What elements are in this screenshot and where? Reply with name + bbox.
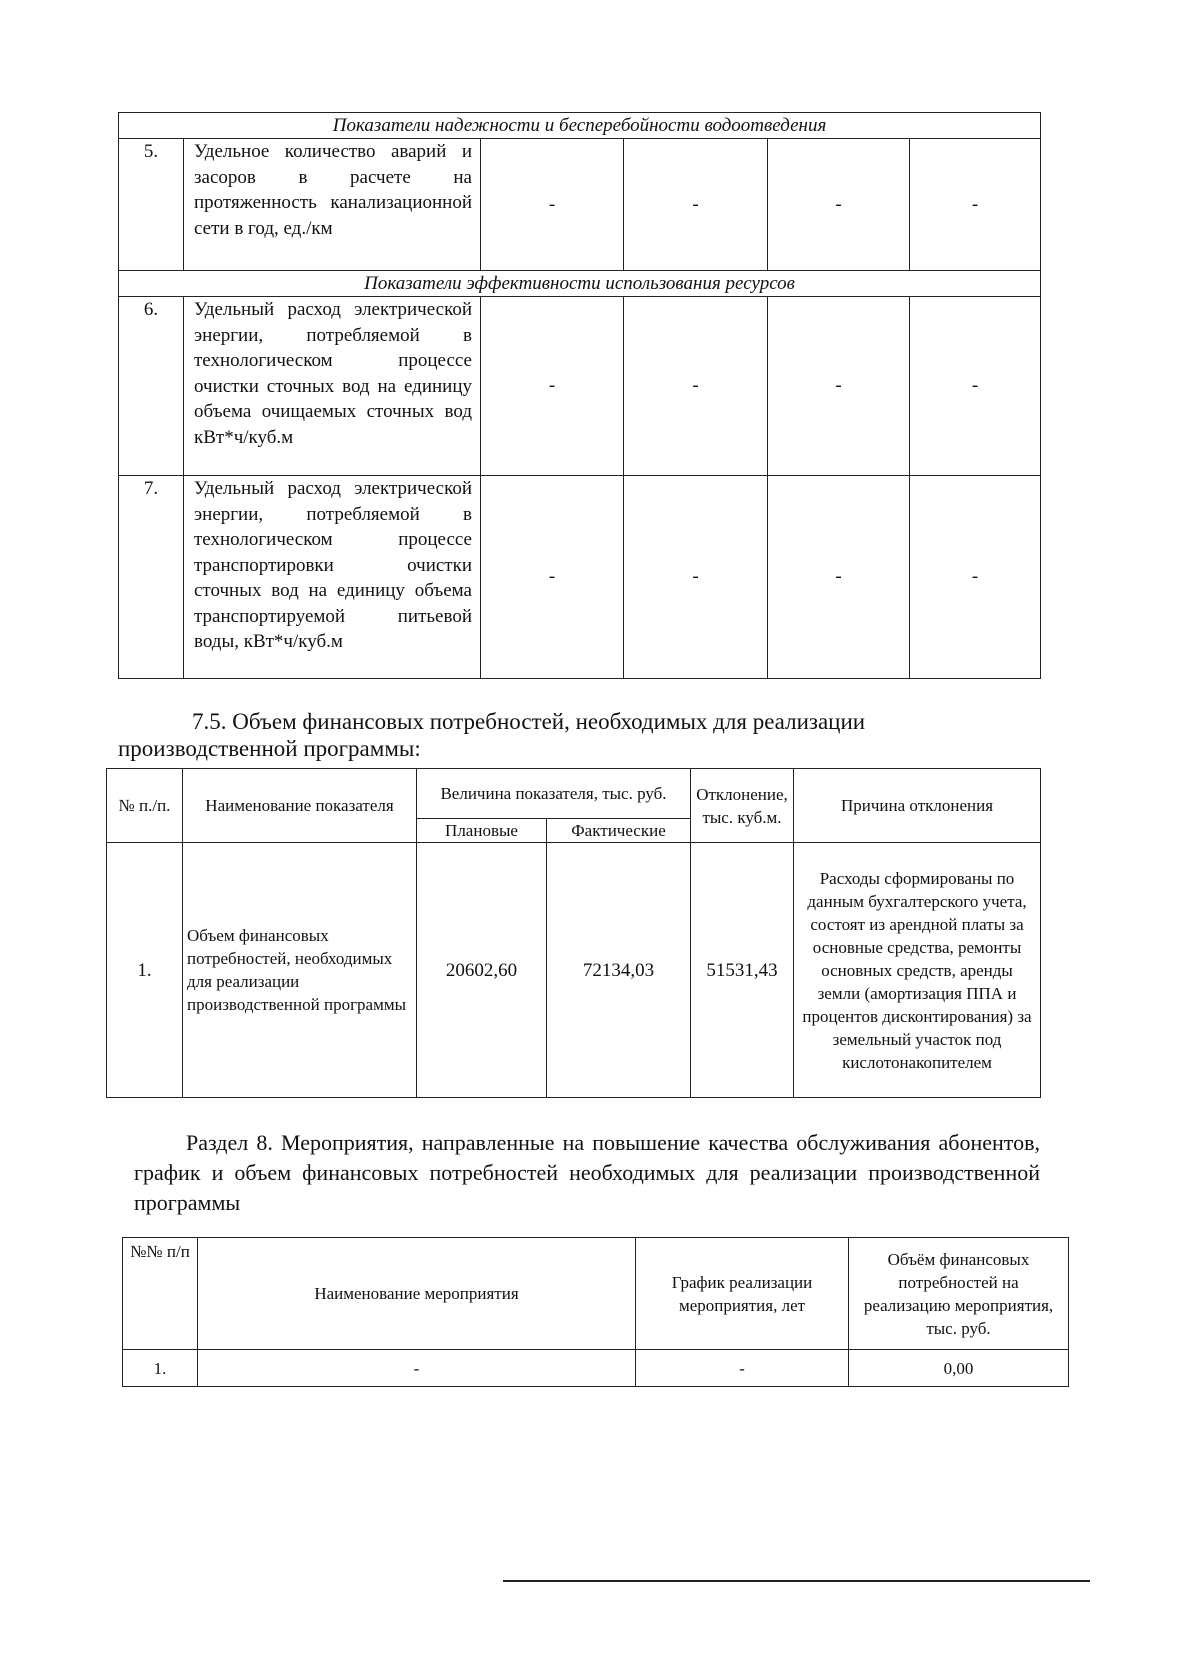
header-measure-name: Наименование мероприятия bbox=[198, 1238, 636, 1350]
header-number: № п./п. bbox=[107, 769, 183, 843]
deviation-value: 51531,43 bbox=[691, 843, 794, 1098]
value-cell: - bbox=[910, 476, 1041, 679]
header-number: №№ п/п bbox=[123, 1238, 198, 1350]
section-7-5-line1: 7.5. Объем финансовых потребностей, необходимых для реализации bbox=[192, 709, 866, 734]
header-indicator-name: Наименование показателя bbox=[183, 769, 417, 843]
deviation-reason: Расходы сформированы по данным бухгалтерского учета, состоят из арендной платы за основные средства, ремонты основных средств, аренды земли (амортизация ППА и процентов дисконтирования) за земельный участок под кислотонакопителем bbox=[794, 843, 1041, 1098]
row-number: 1. bbox=[107, 843, 183, 1098]
header-schedule: График реализации мероприятия, лет bbox=[636, 1238, 849, 1350]
indicator-name: Удельный расход электрической энергии, потребляемой в технологическом процессе очистки сточных вод на единицу объема очищаемых сточных вод кВт*ч/куб.м bbox=[184, 297, 481, 476]
section-7-5-heading bbox=[118, 708, 1040, 762]
schedule-value: - bbox=[636, 1350, 849, 1387]
header-planned: Плановые bbox=[417, 819, 547, 843]
value-cell: - bbox=[768, 476, 910, 679]
header-volume: Объём финансовых потребностей на реализацию мероприятия, тыс. руб. bbox=[849, 1238, 1069, 1350]
header-value-group: Величина показателя, тыс. руб. bbox=[417, 769, 691, 819]
table-row bbox=[119, 476, 1041, 679]
section-7-5-line2: производственной программы: bbox=[118, 736, 421, 761]
reliability-indicators-table bbox=[118, 112, 1041, 679]
table-row bbox=[119, 297, 1041, 476]
value-cell: - bbox=[910, 297, 1041, 476]
value-cell: - bbox=[768, 139, 910, 271]
signature-line bbox=[503, 1580, 1090, 1582]
value-cell: - bbox=[481, 476, 624, 679]
header-actual: Фактические bbox=[547, 819, 691, 843]
measures-table bbox=[122, 1237, 1069, 1387]
value-cell: - bbox=[624, 297, 768, 476]
row-number: 1. bbox=[123, 1350, 198, 1387]
value-cell: - bbox=[768, 297, 910, 476]
section-reliability-title: Показатели надежности и бесперебойности водоотведения bbox=[119, 113, 1041, 139]
planned-value: 20602,60 bbox=[417, 843, 547, 1098]
table-row bbox=[123, 1350, 1069, 1387]
volume-value: 0,00 bbox=[849, 1350, 1069, 1387]
row-number: 5. bbox=[119, 139, 184, 271]
row-number: 6. bbox=[119, 297, 184, 476]
value-cell: - bbox=[910, 139, 1041, 271]
indicator-name: Удельное количество аварий и засоров в расчете на протяженность канализационной сети в год, ед./км bbox=[184, 139, 481, 271]
header-deviation: Отклонение, тыс. куб.м. bbox=[691, 769, 794, 843]
measure-name: - bbox=[198, 1350, 636, 1387]
row-number: 7. bbox=[119, 476, 184, 679]
actual-value: 72134,03 bbox=[547, 843, 691, 1098]
table-row bbox=[119, 139, 1041, 271]
table-row bbox=[107, 843, 1041, 1098]
value-cell: - bbox=[624, 139, 768, 271]
value-cell: - bbox=[481, 139, 624, 271]
section-8-heading: Раздел 8. Мероприятия, направленные на повышение качества обслуживания абонентов, график и объем финансовых потребностей необходимых для реализации производственной программы bbox=[134, 1130, 1040, 1215]
financial-needs-table bbox=[106, 768, 1041, 1098]
value-cell: - bbox=[481, 297, 624, 476]
indicator-name: Удельный расход электрической энергии, потребляемой в технологическом процессе транспортировки очистки сточных вод на единицу объема транспортируемой питьевой воды, кВт*ч/куб.м bbox=[184, 476, 481, 679]
value-cell: - bbox=[624, 476, 768, 679]
section-efficiency-title: Показатели эффективности использования ресурсов bbox=[119, 271, 1041, 297]
header-reason: Причина отклонения bbox=[794, 769, 1041, 843]
indicator-name: Объем финансовых потребностей, необходимых для реализации производственной программы bbox=[183, 843, 417, 1098]
